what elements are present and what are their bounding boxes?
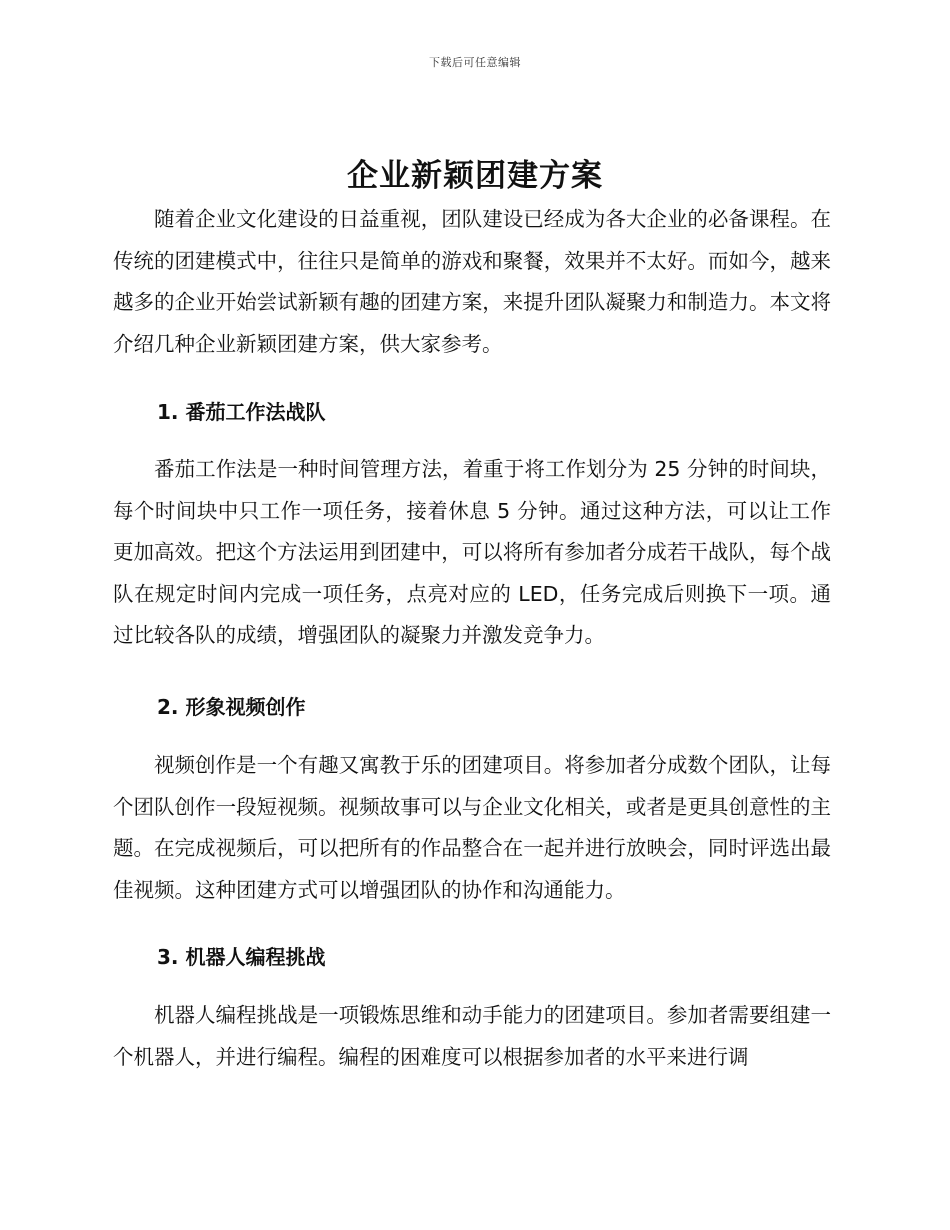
section-heading-1: 1. 番茄工作法战队 [157, 400, 326, 424]
document-title: 企业新颖团建方案 [347, 158, 603, 194]
header-note: 下载后可任意编辑 [429, 56, 521, 69]
section-heading-3: 3. 机器人编程挑战 [157, 945, 326, 969]
section-body-3: 机器人编程挑战是一项锻炼思维和动手能力的团建项目。参加者需要组建一个机器人，并进行编程。编程的困难度可以根据参加者的水平来进行调 [113, 1003, 831, 1069]
intro-paragraph: 随着企业文化建设的日益重视，团队建设已经成为各大企业的必备课程。在传统的团建模式中，往往只是简单的游戏和聚餐，效果并不太好。而如今，越来越多的企业开始尝试新颖有趣的团建方案，来提升团队凝聚力和制造力。本文将介绍几种企业新颖团建方案，供大家参考。 [113, 207, 831, 356]
section-body-2: 视频创作是一个有趣又寓教于乐的团建项目。将参加者分成数个团队，让每个团队创作一段短视频。视频故事可以与企业文化相关，或者是更具创意性的主题。在完成视频后，可以把所有的作品整合在一起并进行放映会，同时评选出最佳视频。这种团建方式可以增强团队的协作和沟通能力。 [113, 753, 831, 902]
section-body-1: 番茄工作法是一种时间管理方法，着重于将工作划分为 25 分钟的时间块，每个时间块中只工作一项任务，接着休息 5 分钟。通过这种方法，可以让工作更加高效。把这个方法运用到团建中，可以将所有参加者分成若干战队，每个战队在规定时间内完成一项任务，点亮对应的 LED，任务完成后则换下一项。通过比较各队的成绩，增强团队的凝聚力并激发竞争力。 [113, 457, 831, 647]
section-heading-2: 2. 形象视频创作 [157, 695, 306, 719]
